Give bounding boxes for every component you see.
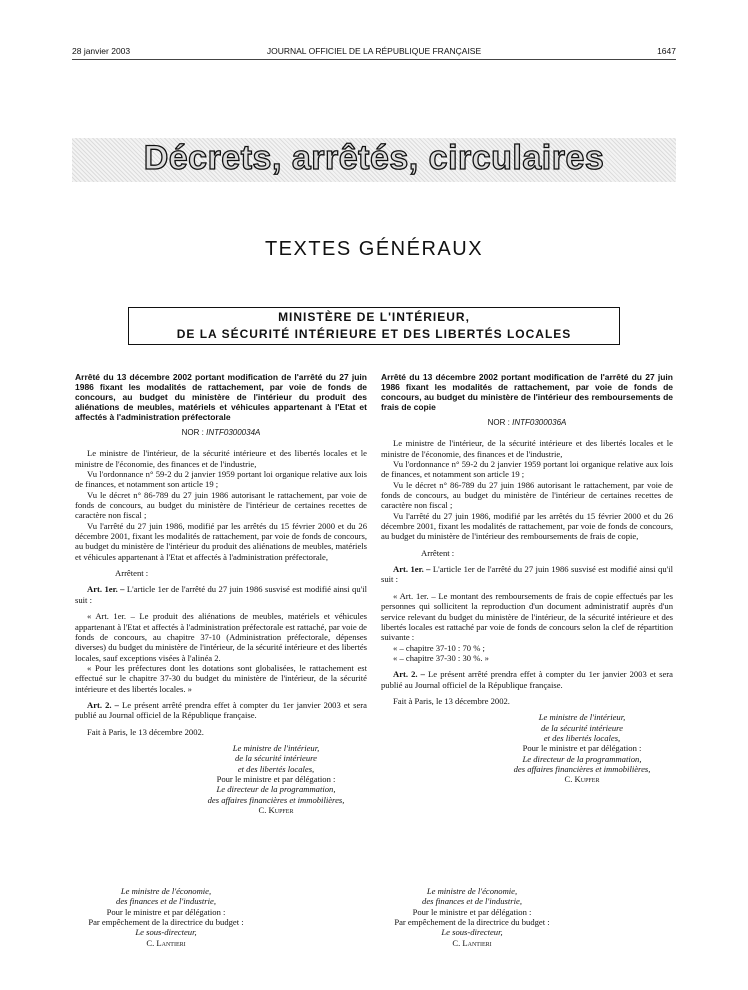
bl-line-2: des finances et de l'industrie, (116, 896, 216, 907)
left-sig-2: de la sécurité intérieure (234, 753, 317, 764)
left-sig-3: et des libertés locales, (237, 763, 315, 774)
right-arretent: Arrêtent : (421, 547, 455, 558)
br-line-4: Par empêchement de la directrice du budget : (394, 917, 550, 928)
left-sig-4: Pour le ministre et par délégation : (216, 773, 336, 784)
right-art1-text: L'article 1er de l'arrêté du 27 juin 1986 susvisé est modifié ainsi qu'il suit : (381, 564, 673, 585)
left-article-2 (75, 700, 367, 721)
right-paragraph-2: Vu l'ordonnance n° 59-2 du 2 janvier 1959 portant loi organique relative aux lois de finances, et notamment son article 19 ; (381, 459, 673, 480)
right-article-1 (381, 564, 673, 585)
right-nor-code: INTF0300036A (512, 418, 567, 427)
left-sig-1: Le ministre de l'intérieur, (232, 742, 320, 753)
bl-line-4: Par empêchement de la directrice du budget : (88, 917, 244, 928)
right-list-item-2: « – chapitre 37-30 : 30 %. » (393, 652, 489, 663)
left-quote-1: « Art. 1er. – Le produit des aliénations de meubles, matériels et véhicules appartenant à l'Etat et affectés à l'administration préfectorale est rattaché, par voie de fonds de concours, au chapitre 37-10 (Administration préfectorale, dépenses diverses) du budget du ministère de l'intérieur, de la sécurité intérieure et des libertés locales, sauf exceptions visées à l'alinéa 2. (75, 611, 367, 663)
right-sig-5: Le directeur de la programmation, (522, 753, 642, 764)
header-journal-title: JOURNAL OFFICIEL DE LA RÉPUBLIQUE FRANÇAISE (266, 46, 482, 56)
left-art2-text: Le présent arrêté prendra effet à compter du 1er janvier 2003 et sera publié au Journal officiel de la République française. (75, 699, 367, 721)
bl-line-3: Pour le ministre et par délégation : (106, 906, 226, 917)
bl-line-1: Le ministre de l'économie, (120, 886, 212, 896)
br-line-1: Le ministre de l'économie, (426, 886, 518, 896)
header-page-number: 1647 (657, 46, 676, 56)
left-sig-5: Le directeur de la programmation, (216, 784, 336, 795)
br-line-5: Le sous-directeur, (441, 927, 503, 938)
right-fait: Fait à Paris, le 13 décembre 2002. (393, 695, 510, 706)
left-nor-code: INTF0300034A (206, 428, 261, 437)
header-date: 28 janvier 2003 (72, 46, 131, 56)
left-paragraph-2: Vu l'ordonnance n° 59-2 du 2 janvier 1959 portant loi organique relative aux lois de finances, et notamment son article 19 ; (75, 469, 367, 490)
left-nor-label: NOR : (181, 428, 204, 437)
right-nor-label: NOR : (487, 418, 510, 427)
right-quote-1: « Art. 1er. – Le montant des remboursements de frais de copie effectués par les personnes qui sollicitent la reproduction d'un document administratif auprès d'un service relevant du budget du ministère de l'intérieur, de la sécurité intérieure et des libertés locales est rattaché par voie de fonds de concours selon la clef de répartition suivante : (381, 590, 673, 643)
right-sig-1: Le ministre de l'intérieur, (538, 712, 626, 723)
right-art1-label: Art. 1er. – (393, 564, 431, 575)
left-nor (75, 428, 367, 438)
bl-line-5: Le sous-directeur, (135, 927, 197, 938)
left-paragraph-1: Le ministre de l'intérieur, de la sécurité intérieure et des libertés locales et le ministre de l'économie, des finances et de l'industrie, (75, 448, 367, 469)
right-article-title: Arrêté du 13 décembre 2002 portant modification de l'arrêté du 27 juin 1986 fixant les modalités de rattachement, par voie de fonds de concours, au budget du ministère de l'intérieur des remboursements de frais de copie (381, 372, 673, 412)
br-line-6: C. Lantieri (452, 937, 492, 948)
left-art1-text: L'article 1er de l'arrêté du 27 juin 1986 susvisé est modifié ainsi qu'il suit : (75, 584, 367, 605)
left-article-1 (75, 584, 367, 605)
br-line-3: Pour le ministre et par délégation : (412, 906, 532, 917)
section-title: TEXTES GÉNÉRAUX (264, 238, 484, 260)
left-art2-label: Art. 2. – (87, 699, 119, 710)
right-sig-3: et des libertés locales, (543, 732, 621, 743)
right-sig-4: Pour le ministre et par délégation : (522, 743, 642, 754)
bottom-left-signature (46, 886, 286, 948)
left-sig-6: des affaires financières et immobilières, (207, 794, 345, 805)
bottom-right-signature (352, 886, 592, 948)
ministry-line-1: MINISTÈRE DE L'INTÉRIEUR, (278, 310, 470, 324)
right-paragraph-1: Le ministre de l'intérieur, de la sécurité intérieure et des libertés locales et le ministre de l'économie, des finances et de l'industrie, (381, 438, 673, 459)
right-nor (381, 418, 673, 428)
right-sig-6: des affaires financières et immobilières, (513, 763, 651, 774)
left-paragraph-4: Vu l'arrêté du 27 juin 1986, modifié par les arrêtés du 15 février 2000 et du 26 décembre 2001, fixant les modalités de rattachement, par voie de fonds de concours, au budget du ministère de l'intérieur du produit des aliénations de meubles, matériels et véhicules appartenant à l'Etat et affectés à l'administration préfectorale, (75, 520, 367, 562)
left-article-title: Arrêté du 13 décembre 2002 portant modification de l'arrêté du 27 juin 1986 fixant les modalités de rattachement, par voie de fonds de concours, au budget du ministère de l'intérieur du produit des aliénations de meubles, matériels et véhicules appartenant à l'Etat et affectés à l'administration préfectorale (75, 372, 367, 422)
bl-line-6: C. Lantieri (146, 937, 186, 948)
right-sig-2: de la sécurité intérieure (540, 722, 623, 733)
right-paragraph-4: Vu l'arrêté du 27 juin 1986, modifié par les arrêtés du 15 février 2000 et du 26 décembre 2001, fixant les modalités de rattachement, par voie de fonds de concours, au budget du ministère de l'intérieur des remboursements de frais de copie, (381, 510, 673, 542)
right-art2-text: Le présent arrêté prendra effet à compter du 1er janvier 2003 et sera publié au Journal officiel de la République française. (381, 669, 673, 690)
right-list-item-1: « – chapitre 37-10 : 70 % ; (393, 642, 485, 653)
right-paragraph-3: Vu le décret n° 86-789 du 27 juin 1986 autorisant le rattachement, par voie de fonds de concours, au budget du ministère de l'intérieur de certaines recettes de caractère non fiscal ; (381, 479, 673, 511)
ministry-line-2: DE LA SÉCURITÉ INTÉRIEURE ET DES LIBERTÉS LOCALES (176, 327, 572, 341)
right-article-2 (381, 669, 673, 690)
br-line-2: des finances et de l'industrie, (422, 896, 522, 907)
right-column (381, 372, 673, 785)
banner-title: Décrets, arrêtés, circulaires (143, 139, 605, 177)
left-sig-7: C. Kupfer (258, 805, 294, 815)
left-fait: Fait à Paris, le 13 décembre 2002. (87, 726, 204, 737)
header-rule (72, 59, 676, 60)
right-art2-label: Art. 2. – (393, 669, 425, 680)
ministry-box (128, 307, 620, 345)
right-sig-7: C. Kupfer (564, 774, 600, 785)
left-quote-2: « Pour les préfectures dont les dotations sont globalisées, le rattachement est effectué sur le chapitre 37-30 du budget du ministère de l'intérieur, de la sécurité intérieure et des libertés locales. » (75, 662, 367, 694)
left-paragraph-3: Vu le décret n° 86-789 du 27 juin 1986 autorisant le rattachement, par voie de fonds de concours, au budget du ministère de l'intérieur de certaines recettes de caractère non fiscal ; (75, 489, 367, 521)
left-column (75, 372, 367, 815)
left-art1-label: Art. 1er. – (87, 584, 125, 595)
left-arretent: Arrêtent : (115, 568, 149, 579)
